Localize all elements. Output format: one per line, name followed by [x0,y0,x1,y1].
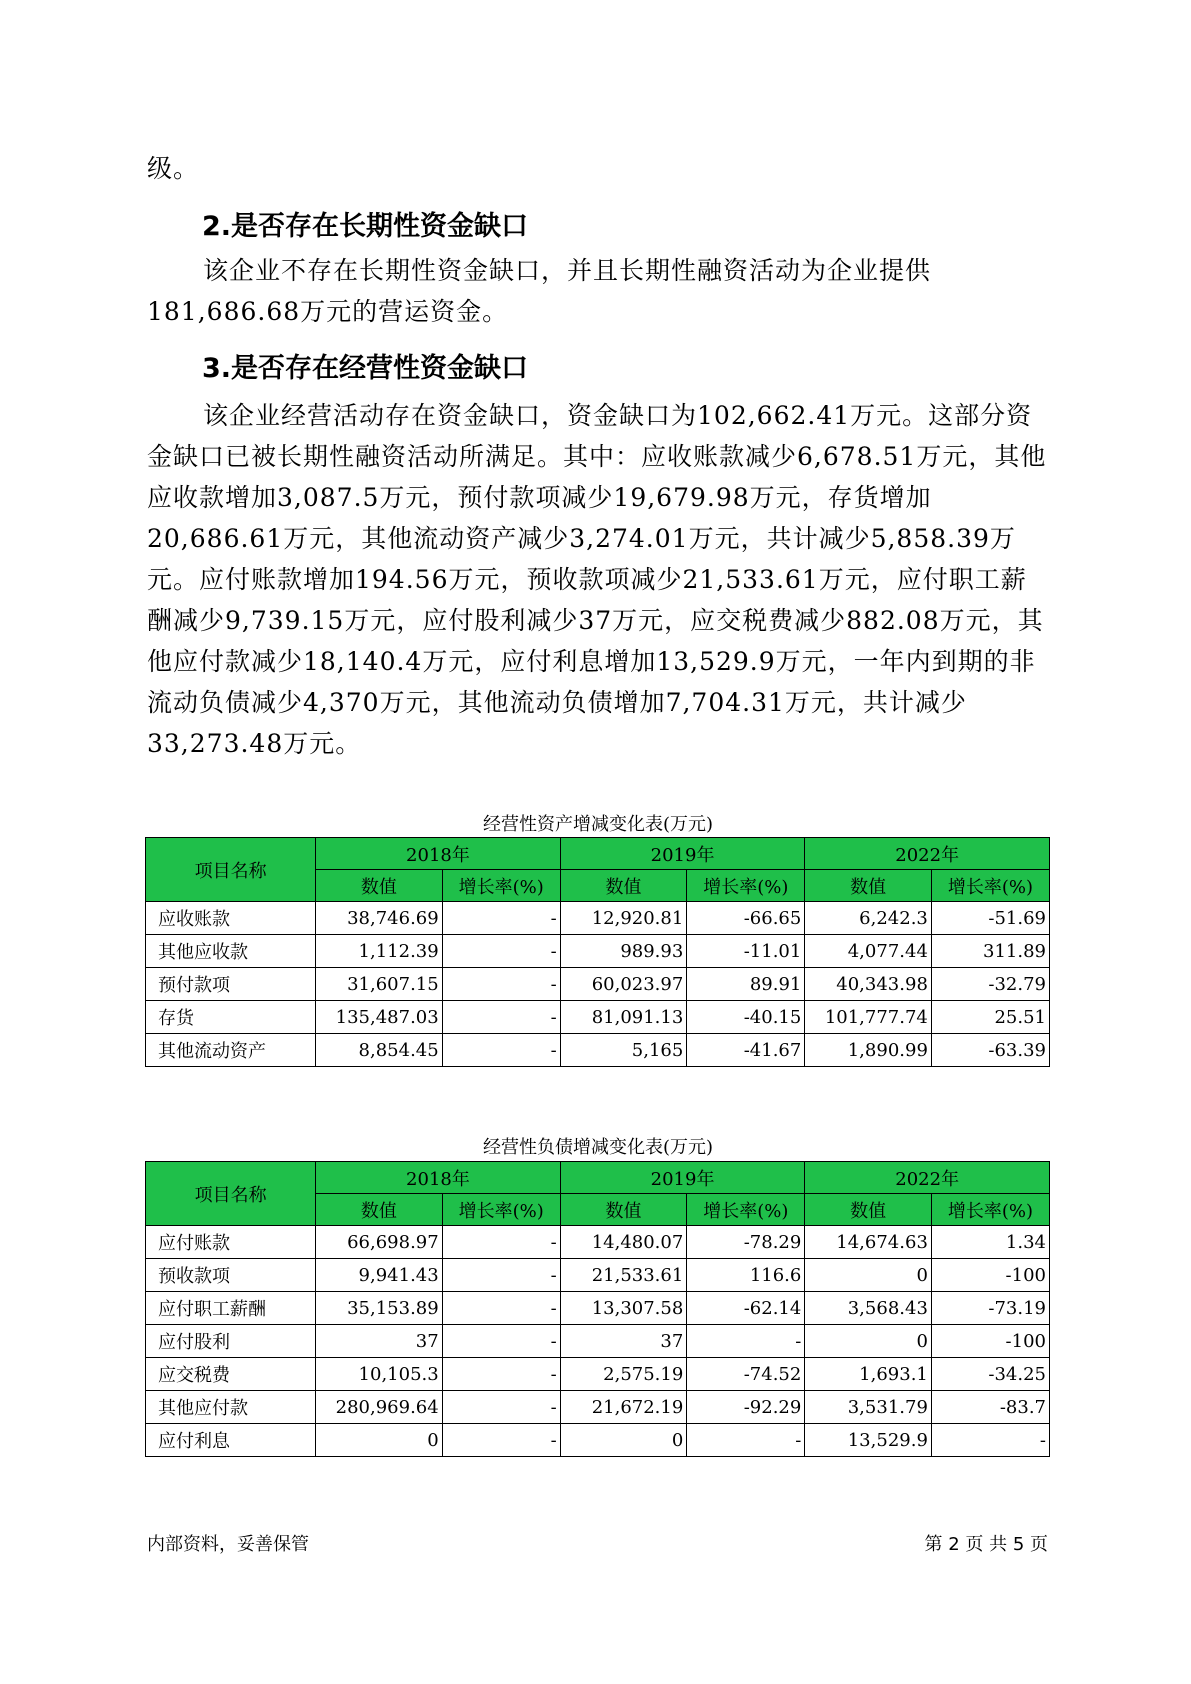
operating-liabilities-table [145,1161,1050,1457]
header-year: 2018年 [316,1162,561,1194]
header-item-name: 项目名称 [146,838,316,902]
cell-rate: -34.25 [931,1358,1049,1391]
header-value: 数值 [560,870,687,902]
table-row [146,1292,1050,1325]
paragraph-continuation: 级。 [147,154,200,183]
cell-value: 4,077.44 [805,935,932,968]
cell-rate: - [687,1424,805,1457]
cell-rate: -100 [931,1259,1049,1292]
operating-assets-table [145,837,1050,1067]
cell-value: 0 [805,1259,932,1292]
cell-value: 280,969.64 [316,1391,443,1424]
cell-rate: - [687,1325,805,1358]
row-label: 应收账款 [146,902,316,935]
cell-rate: - [442,1424,560,1457]
cell-rate: 1.34 [931,1226,1049,1259]
cell-value: 3,531.79 [805,1391,932,1424]
row-label: 其他流动资产 [146,1034,316,1067]
cell-value: 31,607.15 [316,968,443,1001]
cell-value: 40,343.98 [805,968,932,1001]
table-row [146,1325,1050,1358]
cell-rate: - [442,1226,560,1259]
cell-rate: -63.39 [931,1034,1049,1067]
row-label: 应付股利 [146,1325,316,1358]
cell-value: 21,672.19 [560,1391,687,1424]
table-row [146,1391,1050,1424]
cell-rate: - [442,1391,560,1424]
cell-rate: - [442,1358,560,1391]
cell-rate: -83.7 [931,1391,1049,1424]
cell-rate: 25.51 [931,1001,1049,1034]
cell-rate: -66.65 [687,902,805,935]
row-label: 应付职工薪酬 [146,1292,316,1325]
header-value: 数值 [316,870,443,902]
header-growth-rate: 增长率(%) [687,1194,805,1226]
cell-rate: 89.91 [687,968,805,1001]
cell-value: 101,777.74 [805,1001,932,1034]
cell-rate: - [442,968,560,1001]
row-label: 预付款项 [146,968,316,1001]
table-caption-assets: 经营性资产增减变化表(万元) [482,814,714,835]
header-growth-rate: 增长率(%) [931,870,1049,902]
header-year: 2022年 [805,838,1050,870]
row-label: 应交税费 [146,1358,316,1391]
header-item-name: 项目名称 [146,1162,316,1226]
table-row [146,968,1050,1001]
cell-rate: - [931,1424,1049,1457]
cell-value: 14,480.07 [560,1226,687,1259]
table-row [146,1358,1050,1391]
cell-value: 1,693.1 [805,1358,932,1391]
section-heading-3: 3.是否存在经营性资金缺口 [202,353,529,384]
header-value: 数值 [316,1194,443,1226]
cell-value: 13,307.58 [560,1292,687,1325]
table-row [146,1034,1050,1067]
cell-value: 35,153.89 [316,1292,443,1325]
cell-value: 1,112.39 [316,935,443,968]
cell-value: 66,698.97 [316,1226,443,1259]
table-row [146,1259,1050,1292]
row-label: 存货 [146,1001,316,1034]
cell-value: 3,568.43 [805,1292,932,1325]
row-label: 预收款项 [146,1259,316,1292]
header-growth-rate: 增长率(%) [442,1194,560,1226]
cell-value: 2,575.19 [560,1358,687,1391]
table-row [146,1226,1050,1259]
cell-value: 6,242.3 [805,902,932,935]
table-row [146,935,1050,968]
row-label: 其他应收款 [146,935,316,968]
cell-rate: -78.29 [687,1226,805,1259]
header-value: 数值 [805,1194,932,1226]
cell-rate: - [442,935,560,968]
table-row [146,1001,1050,1034]
cell-rate: - [442,1259,560,1292]
cell-value: 0 [560,1424,687,1457]
cell-rate: -92.29 [687,1391,805,1424]
header-growth-rate: 增长率(%) [442,870,560,902]
cell-value: 38,746.69 [316,902,443,935]
cell-value: 14,674.63 [805,1226,932,1259]
cell-value: 37 [560,1325,687,1358]
cell-rate: -100 [931,1325,1049,1358]
cell-rate: - [442,1325,560,1358]
cell-rate: - [442,902,560,935]
cell-rate: 311.89 [931,935,1049,968]
header-year: 2022年 [805,1162,1050,1194]
header-value: 数值 [805,870,932,902]
cell-value: 21,533.61 [560,1259,687,1292]
header-growth-rate: 增长率(%) [931,1194,1049,1226]
header-year: 2018年 [316,838,561,870]
cell-rate: - [442,1034,560,1067]
header-growth-rate: 增长率(%) [687,870,805,902]
cell-rate: -74.52 [687,1358,805,1391]
cell-rate: - [442,1001,560,1034]
row-label: 应付账款 [146,1226,316,1259]
footer-confidential-note: 内部资料，妥善保管 [147,1534,309,1555]
cell-rate: -40.15 [687,1001,805,1034]
cell-rate: -62.14 [687,1292,805,1325]
cell-value: 135,487.03 [316,1001,443,1034]
cell-value: 989.93 [560,935,687,968]
paragraph-long-term-gap: 该企业不存在长期性资金缺口，并且长期性融资活动为企业提供181,686.68万元的营运资金。 [147,256,932,326]
cell-rate: -41.67 [687,1034,805,1067]
cell-rate: -11.01 [687,935,805,968]
cell-value: 10,105.3 [316,1358,443,1391]
table-caption-liabilities: 经营性负债增减变化表(万元) [482,1137,714,1158]
cell-value: 81,091.13 [560,1001,687,1034]
cell-value: 5,165 [560,1034,687,1067]
cell-value: 0 [805,1325,932,1358]
cell-rate: 116.6 [687,1259,805,1292]
cell-value: 8,854.45 [316,1034,443,1067]
table-row [146,902,1050,935]
section-heading-2: 2.是否存在长期性资金缺口 [202,211,529,242]
footer-page-number: 第 2 页 共 5 页 [924,1534,1048,1555]
cell-rate: -32.79 [931,968,1049,1001]
cell-rate: -51.69 [931,902,1049,935]
cell-value: 60,023.97 [560,968,687,1001]
cell-value: 1,890.99 [805,1034,932,1067]
cell-value: 9,941.43 [316,1259,443,1292]
cell-value: 0 [316,1424,443,1457]
cell-rate: - [442,1292,560,1325]
row-label: 其他应付款 [146,1391,316,1424]
header-year: 2019年 [560,1162,805,1194]
cell-value: 37 [316,1325,443,1358]
cell-value: 12,920.81 [560,902,687,935]
header-value: 数值 [560,1194,687,1226]
cell-value: 13,529.9 [805,1424,932,1457]
header-year: 2019年 [560,838,805,870]
row-label: 应付利息 [146,1424,316,1457]
paragraph-operating-gap: 该企业经营活动存在资金缺口，资金缺口为102,662.41万元。这部分资金缺口已被长期性融资活动所满足。其中：应收账款减少6,678.51万元，其他应收款增加3,087.5万元，预付款项减少19,679.98万元，存货增加20,686.61万元，其他流动资产减少3,274.01万元，共计减少5,858.39万元。应付账款增加194.56万元，预收款项减少21,533.61万元，应付职工薪酬减少9,739.15万元，应付股利减少37万元，应交税费减少882.08万元，其他应付款减少18,140.4万元，应付利息增加13,529.9万元，一年内到期的非流动负债减少4,370万元，其他流动负债增加7,704.31万元，共计减少33,273.48万元。 [147,401,1047,758]
table-row [146,1424,1050,1457]
cell-rate: -73.19 [931,1292,1049,1325]
